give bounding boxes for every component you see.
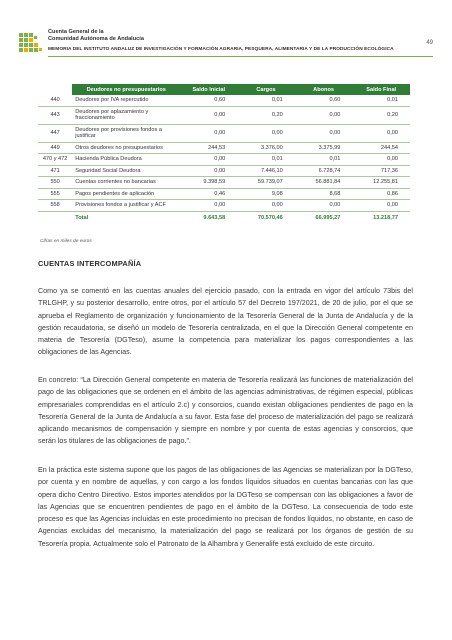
table-row (38, 106, 410, 124)
saldo-inicial: 0,00 (180, 200, 237, 212)
total-saldo-inicial: 9.643,58 (203, 214, 226, 221)
column-header: Saldo Inicial (180, 84, 237, 95)
cargos: 0,01 (237, 154, 295, 166)
saldo-final: 0,00 (352, 200, 410, 212)
body-paragraph: En la práctica este sistema supone que los pagos de las obligaciones de las Agencias se materializan por la DGTeso, por cuenta y en nombre de aquellas, y con cargo a los fondos líquidos situados en cuentas bancarias con las que opera dicho Centro Directivo. Estos importes atendidos por la DGTeso se compensan con las obligaciones a favor de las Agencias que se encuentren pendientes de pago en el ámbito de la DGTeso. La consecuencia de todo este proceso es que las Agencias incluidas en este procedimiento no precisan de fondos líquidos, no obstante, en caso de Agencias excluidas del mecanismo, la materialización del pago se realizará por los órganos de gestión de su Tesorería propia. Actualmente solo el Patronato de la Alhambra y Generalife está excluido de este circuito. (38, 466, 413, 548)
table-row (38, 124, 410, 142)
abonos: 0,01 (295, 154, 353, 166)
cargos: 0,20 (237, 106, 295, 124)
column-header: Deudores no presupuestarios (72, 84, 180, 95)
column-header: Saldo Final (352, 84, 410, 95)
table-row (38, 142, 410, 154)
saldo-final: 717,36 (352, 165, 410, 177)
body-paragraph: Como ya se comentó en las cuentas anuales del ejercicio pasado, con la entrada en vigor del artículo 73bis del TRLGHP, y su posterior desarrollo, entre otros, por el artículo 57 del Decreto 197/2021, de 20 de julio, por el que se aprueba el Reglamento de organización y funcionamiento de la Tesorería General de la Junta de Andalucía y de la gestión recaudatoria, se diseñó un modelo de Tesorería centralizada, en el que la Dirección General competente en materia de Tesorería (DGTeso), asume la competencia para materializar los pagos correspondientes a las obligaciones de las Agencias. (38, 287, 413, 357)
saldo-final: 0,00 (352, 124, 410, 142)
table-row (38, 95, 410, 106)
table-row (38, 165, 410, 177)
abonos: 0,00 (295, 106, 353, 124)
saldo-final: 0,01 (352, 95, 410, 106)
organization-name (48, 29, 144, 43)
saldo-final: 0,86 (352, 188, 410, 200)
account-code: 555 (38, 188, 72, 200)
total-label: Total (75, 214, 89, 221)
table-row (38, 177, 410, 189)
cargos: 0,00 (237, 124, 295, 142)
cargos: 0,01 (237, 95, 295, 106)
org-line-2: Comunidad Autónoma de Andalucía (48, 36, 144, 42)
cargos: 3.376,00 (237, 142, 295, 154)
abonos: 0,60 (295, 95, 353, 106)
account-code: 470 y 472 (38, 154, 72, 166)
cargos: 7.446,10 (237, 165, 295, 177)
account-code: 449 (38, 142, 72, 154)
saldo-inicial: 0,46 (180, 188, 237, 200)
abonos: 8,68 (295, 188, 353, 200)
cargos: 0,00 (237, 200, 295, 212)
total-saldo-final: 13.218,77 (373, 214, 398, 221)
total-abonos: 66.995,27 (315, 214, 341, 221)
account-name: Otros deudores no presupuestarios (72, 142, 180, 154)
total-code (38, 211, 72, 224)
section-heading: CUENTAS INTERCOMPAÑÍA (38, 259, 142, 268)
saldo-inicial: 9.398,59 (180, 177, 237, 189)
account-name: Deudores por provisiones fondos a justificar (72, 124, 180, 142)
org-line-1: Cuenta General de la (48, 29, 104, 35)
saldo-inicial: 0,60 (180, 95, 237, 106)
account-name: Deudores por aplazamiento y fraccionamiento (72, 106, 180, 124)
body-paragraph: En concreto: “La Dirección General competente en materia de Tesorería realizará las funciones de materialización del pago de las obligaciones que se ordenen en el ámbito de las agencias administrativas, de régimen especial, públicas empresariales comprendidas en el artículo 2.c) y consorcios, cuando existan obligaciones pendientes de pago en la Tesorería General de la Junta de Andalucía a su favor. Esta fase del proceso de materialización del pago se realizará aplicando mecanismos de compensación y siempre en nombre y por cuenta de estas agencias y consorcios, que serán los titulares de las obligaciones de pago.”. (38, 376, 413, 446)
account-name: Seguridad Social Deudora (72, 165, 180, 177)
saldo-final: 0,20 (352, 106, 410, 124)
junta-andalucia-logo (18, 32, 44, 54)
deudores-table (38, 84, 410, 224)
account-code: 443 (38, 106, 72, 124)
table-header-row (38, 84, 410, 95)
account-name: Hacienda Pública Deudora (72, 154, 180, 166)
abonos: 3.375,99 (295, 142, 353, 154)
account-name: Pagos pendientes de aplicación (72, 188, 180, 200)
account-code: 440 (38, 95, 72, 106)
column-header (38, 84, 72, 95)
account-code: 558 (38, 200, 72, 212)
saldo-inicial: 244,53 (180, 142, 237, 154)
account-code: 471 (38, 165, 72, 177)
column-header: Abonos (295, 84, 353, 95)
saldo-final: 244,54 (352, 142, 410, 154)
saldo-inicial: 0,00 (180, 165, 237, 177)
cargos: 9,08 (237, 188, 295, 200)
account-name: Deudores por IVA repercutido (72, 95, 180, 106)
abonos: 56.881,84 (295, 177, 353, 189)
table-total-row (38, 211, 410, 224)
saldo-final: 12.255,81 (352, 177, 410, 189)
saldo-inicial: 0,00 (180, 124, 237, 142)
cargos: 59.739,07 (237, 177, 295, 189)
abonos: 0,00 (295, 200, 353, 212)
account-code: 447 (38, 124, 72, 142)
account-name: Cuentas corrientes no bancarias (72, 177, 180, 189)
page-number: 49 (426, 40, 433, 46)
table-row (38, 154, 410, 166)
saldo-inicial: 0,00 (180, 106, 237, 124)
abonos: 6.728,74 (295, 165, 353, 177)
saldo-final: 0,00 (352, 154, 410, 166)
header-divider (48, 56, 433, 57)
total-cargos: 70.570,46 (257, 214, 283, 221)
account-code: 550 (38, 177, 72, 189)
saldo-inicial: 0,00 (180, 154, 237, 166)
account-name: Provisiones fondos a justificar y ACF (72, 200, 180, 212)
table-row (38, 188, 410, 200)
column-header: Cargos (237, 84, 295, 95)
abonos: 0,00 (295, 124, 353, 142)
document-title: MEMORIA DEL INSTITUTO ANDALUZ DE INVESTIGACIÓN Y FORMACIÓN AGRARIA, PESQUERA, ALIMENTARIA Y DE LA PRODUCCIÓN ECOLÓGICA (48, 47, 394, 52)
table-row (38, 200, 410, 212)
table-note: Cifras en miles de euros (40, 239, 92, 244)
